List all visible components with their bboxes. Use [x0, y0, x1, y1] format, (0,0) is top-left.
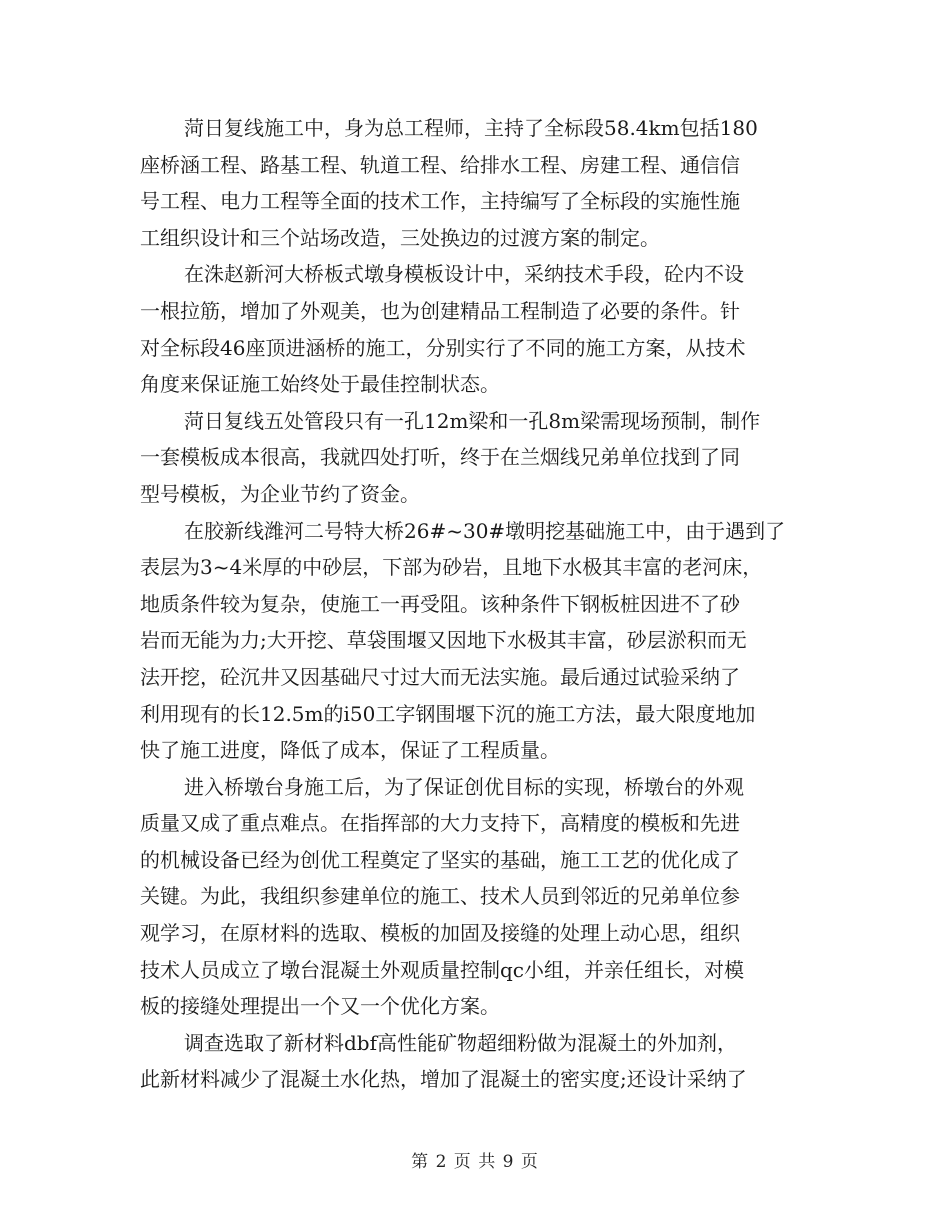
text-line: 一套模板成本很高，我就四处打听，终于在兰烟线兄弟单位找到了同	[140, 445, 740, 470]
text-line: 利用现有的长12.5m的i50工字钢围堰下沉的施工方法，最大限度地加	[140, 701, 756, 726]
text-line: 型号模板，为企业节约了资金。	[140, 481, 420, 506]
text-line: 一根拉筋，增加了外观美，也为创建精品工程制造了必要的条件。针	[140, 298, 740, 323]
text-line: 工组织设计和三个站场改造，三处换边的过渡方案的制定。	[140, 225, 660, 250]
text-line: 的机械设备已经为创优工程奠定了坚实的基础，施工工艺的优化成了	[140, 847, 740, 872]
text-line: 在洙赵新河大桥板式墩身模板设计中，采纳技术手段，砼内不设	[184, 262, 744, 287]
text-line: 质量又成了重点难点。在指挥部的大力支持下，高精度的模板和先进	[140, 811, 740, 836]
text-line: 快了施工进度，降低了成本，保证了工程质量。	[140, 738, 560, 763]
text-line: 技术人员成立了墩台混凝土外观质量控制qc小组，并亲任组长，对模	[140, 957, 745, 982]
text-line: 板的接缝处理提出一个又一个优化方案。	[140, 994, 500, 1019]
text-line: 观学习，在原材料的选取、模板的加固及接缝的处理上动心思，组织	[140, 921, 740, 946]
text-line: 座桥涵工程、路基工程、轨道工程、给排水工程、房建工程、通信信	[140, 152, 740, 177]
text-line: 岩而无能为力;大开挖、草袋围堰又因地下水极其丰富，砂层淤积而无	[140, 628, 747, 653]
text-line: 对全标段46座顶进涵桥的施工，分别实行了不同的施工方案，从技术	[140, 335, 746, 360]
text-line: 菏日复线五处管段只有一孔12m梁和一孔8m梁需现场预制，制作	[184, 408, 761, 433]
text-line: 表层为3~4米厚的中砂层，下部为砂岩，且地下水极其丰富的老河床，	[140, 555, 763, 580]
text-line: 菏日复线施工中，身为总工程师，主持了全标段58.4km包括180	[184, 116, 758, 140]
page-number-footer: 第 2 页 共 9 页	[411, 1152, 539, 1172]
text-line: 进入桥墩台身施工后，为了保证创优目标的实现，桥墩台的外观	[184, 774, 744, 799]
text-line: 角度来保证施工始终处于最佳控制状态。	[140, 372, 500, 397]
text-line: 号工程、电力工程等全面的技术工作，主持编写了全标段的实施性施	[140, 189, 740, 214]
text-line: 调查选取了新材料dbf高性能矿物超细粉做为混凝土的外加剂，	[184, 1030, 738, 1055]
text-line: 地质条件较为复杂，使施工一再受阻。该种条件下钢板桩因进不了砂	[140, 591, 740, 616]
text-line: 法开挖，砼沉井又因基础尺寸过大而无法实施。最后通过试验采纳了	[140, 664, 740, 689]
text-line: 关键。为此，我组织参建单位的施工、技术人员到邻近的兄弟单位参	[140, 884, 740, 909]
body-text	[140, 110, 816, 1098]
text-line: 此新材料减少了混凝土水化热，增加了混凝土的密实度;还设计采纳了	[140, 1067, 747, 1092]
text-line: 在胶新线潍河二号特大桥26#~30#墩明挖基础施工中，由于遇到了	[184, 518, 786, 543]
